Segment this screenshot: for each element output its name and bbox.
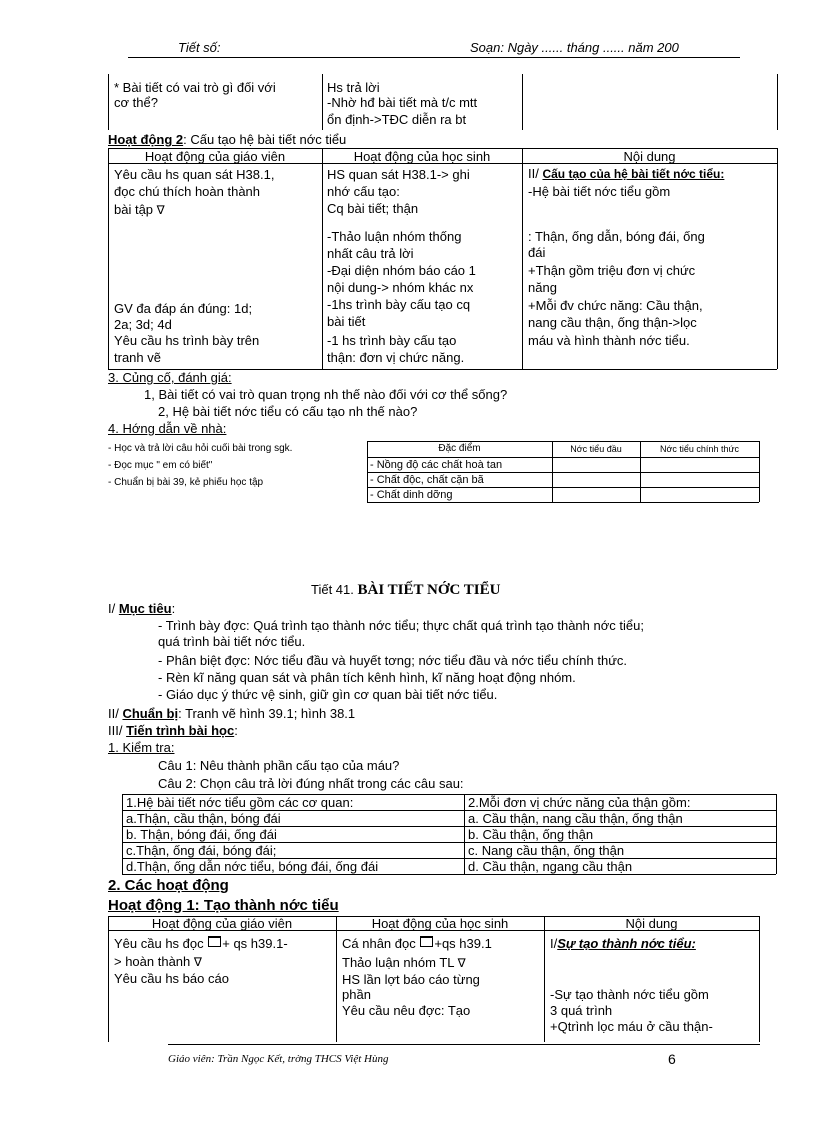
kiem-tra-right: c. Nang cầu thận, ống thận	[468, 843, 625, 858]
hd2-hs-line: thận: đơn vị chức năng.	[327, 350, 465, 365]
muc-tieu-line: - Rèn kĩ năng quan sát và phân tích kênh hình, kĩ năng hoạt động nhóm.	[158, 670, 576, 685]
hd2-hs-line: -1 hs trình bày cấu tạo	[327, 333, 457, 348]
hd2-table-border	[108, 148, 109, 369]
hd2-hs-line: nội dung-> nhóm khác nx	[327, 280, 474, 295]
kiem-tra-table-border	[122, 874, 776, 875]
hd2-nd-line: năng	[528, 280, 557, 295]
sec4-table-border	[759, 441, 760, 502]
sec4-table-border	[367, 472, 759, 473]
top-answer: Hs trả lời	[327, 80, 380, 95]
hd2-nd-line: +Thận gồm triệu đơn vị chức	[528, 263, 696, 278]
kiem-tra-right: 2.Mỗi đơn vị chức năng của thận gồm:	[468, 795, 691, 810]
hd1-hs-line: HS lần lợt báo cáo từng	[342, 972, 480, 987]
header-rule	[128, 57, 740, 58]
hd2-nd-line: đái	[528, 245, 546, 260]
top-question: * Bài tiết có vai trò gì đối với	[114, 80, 276, 95]
tien-trinh: III/ Tiến trình bài học:	[108, 723, 238, 738]
kiem-tra-right: b. Cầu thận, ống thận	[468, 827, 594, 842]
muc-tieu-label: I/ Mục tiêu:	[108, 601, 176, 616]
hd2-title: Hoạt động 2: Cấu tạo hệ bài tiết nớc tiểu	[108, 132, 347, 147]
kiem-tra-left: 1.Hệ bài tiết nớc tiểu gồm các cơ quan:	[126, 795, 354, 810]
top-table-border	[108, 74, 109, 130]
hd1-nd-line: -Sự tạo thành nớc tiểu gồm	[550, 987, 709, 1002]
hd1-table-border	[108, 916, 109, 1042]
hd1-table-border	[759, 916, 760, 1042]
header-right: Soạn: Ngày ...... tháng ...... năm 200	[470, 40, 679, 55]
top-table-border	[522, 74, 523, 130]
hoat-dong-title: 2. Các hoạt động	[108, 877, 229, 894]
hd1-nd-line: +Qtrình lọc máu ở cầu thận-	[550, 1019, 713, 1034]
footer-text: Giáo viên: Trần Ngọc Kết, trờng THCS Việt Hùng	[168, 1053, 389, 1065]
hd2-gv-line: bài tập ∇	[114, 202, 165, 217]
hd1-gv-line: Yêu cầu hs báo cáo	[114, 971, 229, 986]
kiem-tra-question-1: Câu 1: Nêu thành phần cấu tạo của máu?	[158, 758, 400, 773]
kiem-tra-left: d.Thận, ống dẫn nớc tiểu, bóng đái, ống đái	[126, 859, 379, 874]
hd1-header-nd: Nội dung	[625, 916, 678, 931]
sec4-table-border	[367, 487, 759, 488]
top-answer: ổn định->TĐC diễn ra bt	[327, 112, 467, 127]
sec4-table-header: Nớc tiểu đầu	[570, 444, 622, 454]
hd1-nd-heading: I/Sự tạo thành nớc tiểu:	[550, 936, 696, 951]
hd1-nd-line: 3 quá trình	[550, 1003, 613, 1018]
kiem-tra-right: a. Cầu thận, nang cầu thận, ống thận	[468, 811, 683, 826]
header-left: Tiết số:	[178, 40, 221, 55]
footer-rule	[168, 1044, 760, 1045]
hd1-hs-line: Cá nhân đọc +qs h39.1	[342, 936, 492, 951]
sec4-item: - Chuẩn bị bài 39, kẻ phiếu học tập	[108, 477, 264, 488]
hd1-hs-line: phần	[342, 987, 371, 1002]
hd2-table-border	[322, 148, 323, 369]
sec3-question-2: 2, Hệ bài tiết nớc tiểu có cấu tạo nh thế nào?	[158, 404, 418, 419]
kiem-tra-left: b. Thận, bóng đái, ống đái	[126, 827, 277, 842]
hd2-nd-heading: II/ Cấu tạo của hệ bài tiết nớc tiểu:	[528, 166, 725, 181]
hd1-gv-line: Yêu cầu hs đọc + qs h39.1-	[114, 936, 288, 951]
kiem-tra-table-border	[776, 794, 777, 874]
kiem-tra-right: d. Cầu thận, ngang cầu thận	[468, 859, 633, 874]
triangle-icon: ∇	[457, 956, 466, 970]
hd1-hs-line: Thảo luận nhóm TL ∇	[342, 955, 466, 970]
muc-tieu-line: - Giáo dục ý thức vệ sinh, giữ gìn cơ quan bài tiết nớc tiểu.	[158, 687, 498, 702]
hd2-hs-line: HS quan sát H38.1-> ghi	[327, 167, 470, 182]
hd2-hs-line: -1hs trình bày cấu tạo cq	[327, 297, 471, 312]
sec3-question-1: 1, Bài tiết có vai trò quan trọng nh thế nào đối với cơ thể sống?	[144, 387, 508, 402]
top-question: cơ thể?	[114, 95, 158, 110]
kiem-tra-title: 1. Kiểm tra:	[108, 740, 175, 755]
hd2-gv-line: GV đa đáp án đúng: 1d;	[114, 301, 253, 316]
hd2-gv-line: 2a; 3d; 4d	[114, 317, 172, 332]
hd1-table-border	[544, 916, 545, 1042]
hd2-hs-line: -Thảo luận nhóm thống	[327, 229, 462, 244]
sec3-title: 3. Củng cố, đánh giá:	[108, 370, 232, 385]
book-icon	[208, 936, 221, 947]
kiem-tra-left: a.Thận, cầu thận, bóng đái	[126, 811, 281, 826]
muc-tieu-line: - Phân biệt đợc: Nớc tiểu đầu và huyết tơng; nớc tiểu đầu và nớc tiểu chính thức.	[158, 653, 628, 668]
triangle-icon: ∇	[156, 203, 165, 217]
hd2-gv-line: Yêu cầu hs trình bày trên	[114, 333, 260, 348]
sec4-table-border	[367, 441, 759, 442]
hd2-hs-line: bài tiết	[327, 314, 366, 329]
muc-tieu-line: quá trình bài tiết nớc tiểu.	[158, 634, 306, 649]
book-icon	[420, 936, 433, 947]
hd1-title: Hoạt động 1: Tạo thành nớc tiểu	[108, 897, 339, 914]
page-number: 6	[668, 1051, 676, 1067]
sec4-table-row: - Nồng độ các chất hoà tan	[370, 459, 503, 471]
hd1-header-gv: Hoạt động của giáo viên	[151, 916, 293, 931]
hd2-hs-line: Cq bài tiết; thận	[327, 201, 419, 216]
hd2-nd-line: +Mỗi đv chức năng: Cầu thận,	[528, 298, 703, 313]
sec4-table-row: - Chất dinh dỡng	[370, 489, 453, 501]
sec4-table-border	[367, 457, 759, 458]
sec4-item: - Học và trả lời câu hỏi cuối bài trong sgk.	[108, 443, 293, 454]
kiem-tra-table-border	[464, 794, 465, 874]
kiem-tra-left: c.Thận, ống đái, bóng đái;	[126, 843, 277, 858]
sec4-item: - Đọc mục " em có biết"	[108, 460, 213, 471]
hd1-table-border	[336, 916, 337, 1042]
hd2-hs-line: -Đại diện nhóm báo cáo 1	[327, 263, 476, 278]
hd2-table-border	[522, 148, 523, 369]
hd2-nd-line: : Thận, ống dẫn, bóng đái, ống	[528, 229, 705, 244]
sec4-table-header: Đặc điểm	[438, 443, 481, 454]
top-table-border	[777, 74, 778, 130]
kiem-tra-question-2: Câu 2: Chọn câu trả lời đúng nhất trong các câu sau:	[158, 776, 464, 791]
hd2-gv-line: Yêu cầu hs quan sát H38.1,	[114, 167, 275, 182]
hd2-header-nd: Nội dung	[623, 149, 676, 164]
top-table-border	[322, 74, 323, 130]
hd2-header-gv: Hoạt động của giáo viên	[144, 149, 286, 164]
kiem-tra-table-border	[122, 794, 123, 874]
hd2-gv-line: đọc chú thích hoàn thành	[114, 184, 261, 199]
hd2-hs-line: nhớ cấu tạo:	[327, 184, 400, 199]
chuan-bi: II/ Chuẩn bị: Tranh vẽ hình 39.1; hình 38.1	[108, 706, 356, 721]
hd2-header-hs: Hoạt động của học sinh	[353, 149, 491, 164]
hd2-gv-line: tranh vẽ	[114, 350, 161, 365]
hd1-hs-line: Yêu cầu nêu đợc: Tạo	[342, 1003, 471, 1018]
hd2-hs-line: nhất câu trả lời	[327, 246, 414, 261]
hd2-nd-line: -Hệ bài tiết nớc tiểu gồm	[528, 184, 671, 199]
hd2-nd-line: nang cầu thận, ống thận->lọc	[528, 315, 697, 330]
hd2-nd-line: máu và hình thành nớc tiểu.	[528, 333, 690, 348]
hd1-gv-line: > hoàn thành ∇	[114, 954, 202, 969]
top-answer: -Nhờ hđ bài tiết mà t/c mtt	[327, 95, 478, 110]
sec4-table-row: - Chất độc, chất cặn bã	[370, 474, 484, 486]
lesson-title: Tiết 41. BÀI TIẾT NỚC TIỂU	[311, 582, 501, 598]
hd2-table-border	[777, 148, 778, 369]
sec4-table-header: Nớc tiểu chính thức	[660, 444, 739, 454]
triangle-icon: ∇	[193, 955, 202, 969]
sec4-title: 4. Hớng dẫn về nhà:	[108, 421, 227, 436]
sec4-table-border	[367, 502, 759, 503]
muc-tieu-line: - Trình bày đợc: Quá trình tạo thành nớc tiểu; thực chất quá trình tạo thành nớc tiểu;	[158, 618, 644, 633]
hd1-header-hs: Hoạt động của học sinh	[371, 916, 509, 931]
